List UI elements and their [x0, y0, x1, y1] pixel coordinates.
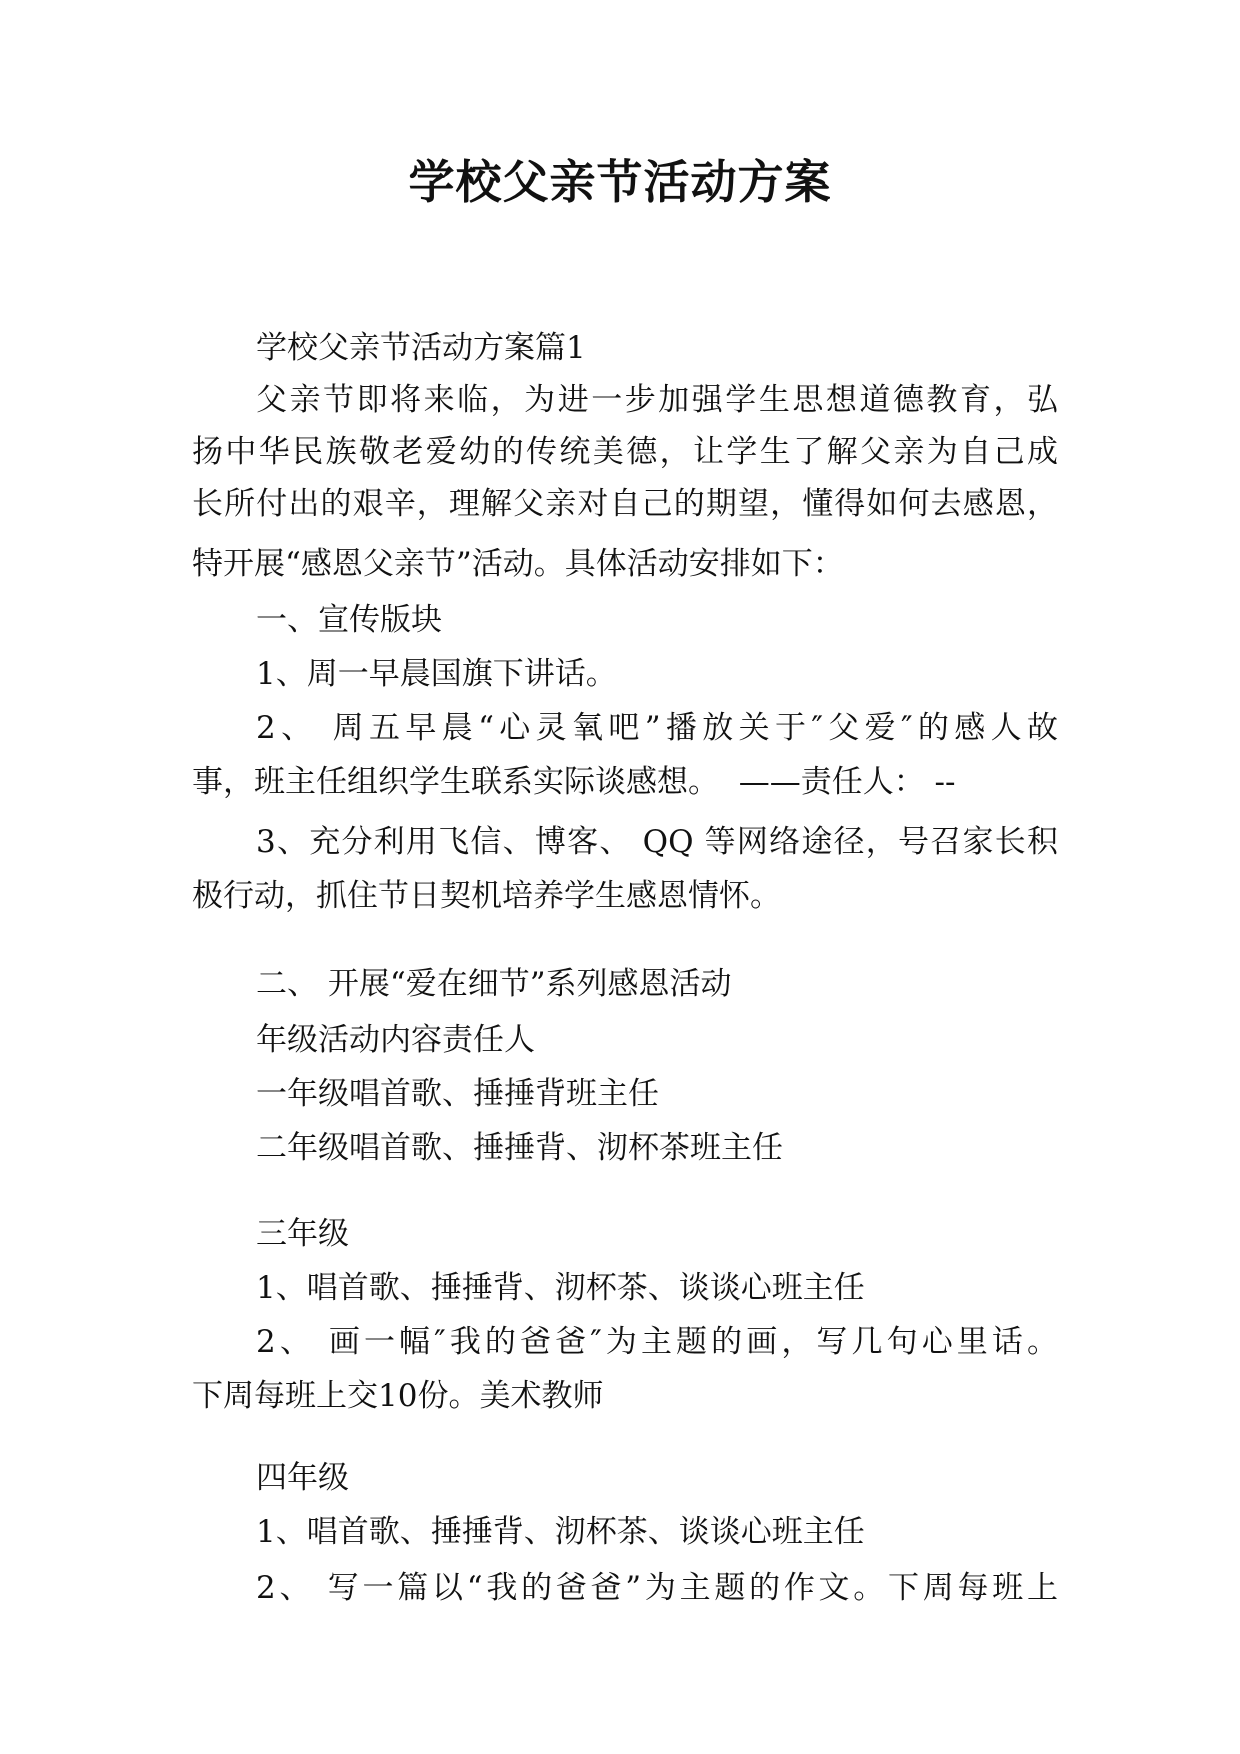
- paragraph-line: 父亲节即将来临，为进一步加强学生思想道德教育，弘: [256, 382, 1058, 418]
- list-item: 1、唱首歌、捶捶背、沏杯茶、谈谈心班主任: [256, 1270, 865, 1306]
- list-item: 1、唱首歌、捶捶背、沏杯茶、谈谈心班主任: [256, 1514, 865, 1550]
- list-item: 2、 写一篇以“我的爸爸”为主题的作文。下周每班上: [256, 1570, 1058, 1606]
- section-heading: 学校父亲节活动方案篇1: [256, 330, 586, 366]
- table-header: 年级活动内容责任人: [256, 1022, 535, 1058]
- list-item: 2、 周五早晨“心灵氧吧”播放关于″父爱″的感人故: [256, 710, 1058, 746]
- paragraph-line: 扬中华民族敬老爱幼的传统美德，让学生了解父亲为自己成: [192, 434, 1058, 470]
- table-row: 二年级唱首歌、捶捶背、沏杯茶班主任: [256, 1130, 783, 1166]
- paragraph-line: 极行动，抓住节日契机培养学生感恩情怀。: [192, 878, 781, 914]
- list-item: 2、 画一幅″我的爸爸″为主题的画，写几句心里话。: [256, 1324, 1058, 1360]
- section-heading: 二、 开展“爱在细节”系列感恩活动: [256, 966, 732, 1002]
- list-item: 3、充分利用飞信、博客、 QQ 等网络途径，号召家长积: [256, 824, 1058, 860]
- list-item: 1、周一早晨国旗下讲话。: [256, 656, 617, 692]
- grade-heading: 三年级: [256, 1216, 349, 1252]
- table-row: 一年级唱首歌、捶捶背班主任: [256, 1076, 659, 1112]
- grade-heading: 四年级: [256, 1460, 349, 1496]
- section-heading: 一、宣传版块: [256, 602, 442, 638]
- document-title: 学校父亲节活动方案: [408, 155, 832, 209]
- paragraph-line: 事，班主任组织学生联系实际谈感想。 ——责任人： --: [192, 764, 956, 800]
- paragraph-line: 下周每班上交10份。美术教师: [192, 1378, 604, 1414]
- paragraph-line: 特开展“感恩父亲节”活动。具体活动安排如下：: [192, 546, 844, 582]
- paragraph-line: 长所付出的艰辛，理解父亲对自己的期望，懂得如何去感恩，: [192, 486, 1058, 522]
